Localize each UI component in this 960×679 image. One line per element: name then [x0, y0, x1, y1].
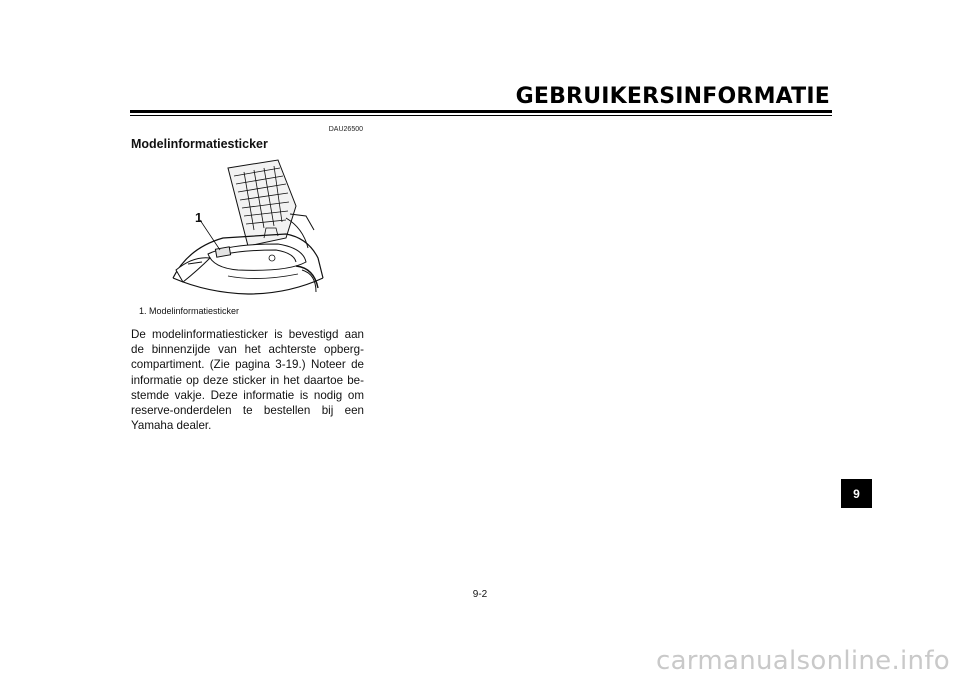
- figure-caption: 1. Modelinformatiesticker: [139, 306, 240, 316]
- figure-callout-number: 1: [195, 210, 203, 225]
- watermark: carmanualsonline.info: [655, 646, 950, 676]
- chapter-tab: 9: [841, 479, 872, 508]
- scooter-storage-illustration: [168, 158, 328, 298]
- doc-code: DAU26500: [328, 126, 363, 133]
- body-paragraph: De modelinformatiesticker is bevestigd aan de binnenzijde van het achterste opbergcompartiment. (Zie pagina 3-19.) Noteer de informatie op deze sticker in het daartoe bestemde vakje. Deze informatie is nodig om reserve-onderdelen te bestellen bij een Yamaha dealer.: [131, 328, 364, 433]
- page-header-title: GEBRUIKERSINFORMATIE: [515, 84, 830, 109]
- header-rule-thin: [130, 115, 832, 116]
- section-title: Modelinformatiesticker: [131, 137, 268, 151]
- page-number: 9-2: [472, 589, 488, 600]
- header-rule-thick: [130, 110, 832, 113]
